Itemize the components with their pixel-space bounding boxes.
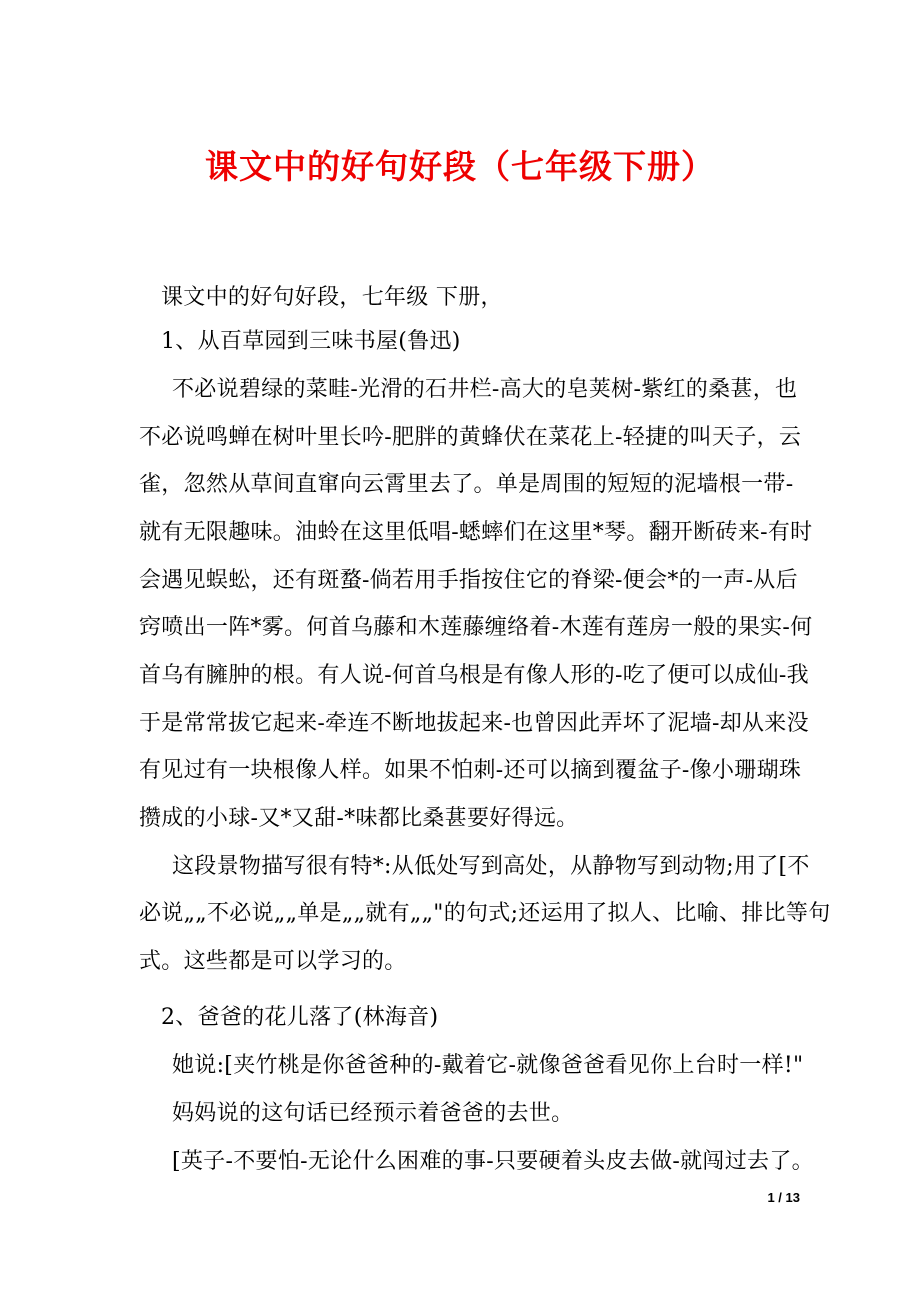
paragraph-line: 会遇见蜈蚣，还有斑蝥-倘若用手指按住它的脊梁-便会*的一声-从后 [139, 568, 798, 593]
paragraph-line: 这段景物描写很有特*:从低处写到高处，从静物写到动物;用了[不 [172, 854, 810, 879]
section-heading-2: 2、爸爸的花儿落了(林海音) [161, 1005, 439, 1030]
paragraph-line: 式。这些都是可以学习的。 [139, 949, 407, 974]
comment-line: 妈妈说的这句话已经预示着爸爸的去世。 [172, 1101, 574, 1126]
paragraph-line: 窍喷出一阵*雾。何首乌藤和木莲藤缠络着-木莲有莲房一般的果实-何 [139, 615, 813, 640]
paragraph-line: 攒成的小球-又*又甜-*味都比桑葚要好得远。 [139, 806, 579, 831]
paragraph-line: 必说„„不必说„„单是„„就有„„"的句式;还运用了拟人、比喻、排比等句 [139, 901, 831, 926]
paragraph-line: 不必说鸣蝉在树叶里长吟-肥胖的黄蜂伏在菜花上-轻捷的叫天子，云 [139, 425, 802, 450]
section-heading-1: 1、从百草园到三味书屋(鲁迅) [161, 329, 461, 354]
page-title: 课文中的好句好段（七年级下册） [205, 147, 715, 186]
page-number: 1 / 13 [767, 1190, 800, 1205]
quote-line: 她说:[夹竹桃是你爸爸种的-戴着它-就像爸爸看见你上台时一样!" [172, 1053, 804, 1078]
paragraph-line: 就有无限趣味。油蛉在这里低唱-蟋蟀们在这里*琴。翻开断砖来-有时 [139, 520, 813, 545]
paragraph-line: 首乌有臃肿的根。有人说-何首乌根是有像人形的-吃了便可以成仙-我 [139, 663, 809, 688]
quote-line: [英子-不要怕-无论什么困难的事-只要硬着头皮去做-就闯过去了。 [172, 1149, 814, 1174]
paragraph-line: 有见过有一块根像人样。如果不怕刺-还可以摘到覆盆子-像小珊瑚珠 [139, 758, 802, 783]
paragraph-line: 于是常常拔它起来-牵连不断地拔起来-也曾因此弄坏了泥墙-却从来没 [139, 711, 809, 736]
paragraph-line: 雀，忽然从草间直窜向云霄里去了。单是周围的短短的泥墙根一带- [139, 472, 794, 497]
intro-line: 课文中的好句好段，七年级 下册， [161, 285, 503, 310]
paragraph-line: 不必说碧绿的菜畦-光滑的石井栏-高大的皂荚树-紫红的桑葚，也 [172, 377, 798, 402]
